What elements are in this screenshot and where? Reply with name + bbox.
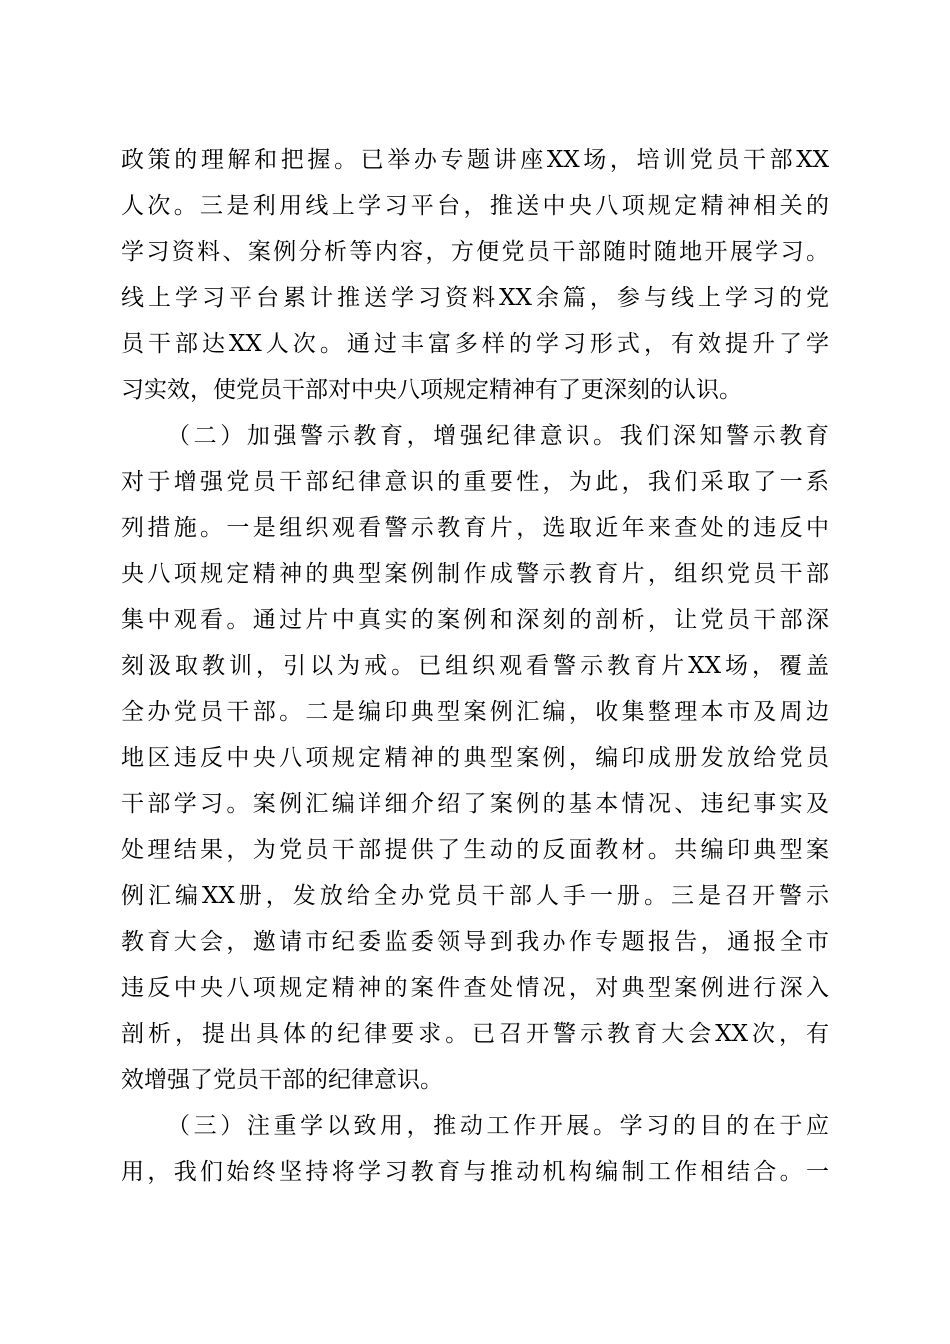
text-line: 习实效，使党员干部对中央八项规定精神有了更深刻的认识。 bbox=[121, 377, 742, 403]
text-line: 处理结果，为党员干部提供了生动的反面教材。共编印典型案 bbox=[121, 837, 829, 863]
text-line: 人次。三是利用线上学习平台，推送中央八项规定精神相关的 bbox=[121, 193, 829, 219]
text-line: 员干部达XX人次。通过丰富多样的学习形式，有效提升了学 bbox=[121, 331, 829, 357]
text-line: 效增强了党员干部的纪律意识。 bbox=[121, 1067, 443, 1093]
section-heading-line: （二）加强警示教育，增强纪律意识。我们深知警示教育 bbox=[167, 423, 829, 449]
text-line: 学习资料、案例分析等内容，方便党员干部随时随地开展学习。 bbox=[121, 239, 829, 265]
text-line: 集中观看。通过片中真实的案例和深刻的剖析，让党员干部深 bbox=[121, 607, 829, 633]
text-line: 线上学习平台累计推送学习资料XX余篇，参与线上学习的党 bbox=[121, 285, 829, 311]
section-heading-line: （三）注重学以致用，推动工作开展。学习的目的在于应 bbox=[167, 1113, 829, 1139]
text-line: 地区违反中央八项规定精神的典型案例，编印成册发放给党员 bbox=[121, 745, 829, 771]
text-line: 全办党员干部。二是编印典型案例汇编，收集整理本市及周边 bbox=[121, 699, 829, 725]
text-line: 列措施。一是组织观看警示教育片，选取近年来查处的违反中 bbox=[121, 515, 829, 541]
text-line: 对于增强党员干部纪律意识的重要性，为此，我们采取了一系 bbox=[121, 469, 829, 495]
text-line: 用，我们始终坚持将学习教育与推动机构编制工作相结合。一 bbox=[121, 1159, 829, 1185]
text-line: 干部学习。案例汇编详细介绍了案例的基本情况、违纪事实及 bbox=[121, 791, 829, 817]
text-line: 央八项规定精神的典型案例制作成警示教育片，组织党员干部 bbox=[121, 561, 829, 587]
text-line: 教育大会，邀请市纪委监委领导到我办作专题报告，通报全市 bbox=[121, 929, 829, 955]
text-line: 例汇编XX册，发放给全办党员干部人手一册。三是召开警示 bbox=[121, 883, 829, 909]
text-line: 政策的理解和把握。已举办专题讲座XX场，培训党员干部XX bbox=[121, 147, 829, 173]
text-line: 剖析，提出具体的纪律要求。已召开警示教育大会XX次，有 bbox=[121, 1021, 829, 1047]
text-line: 违反中央八项规定精神的案件查处情况，对典型案例进行深入 bbox=[121, 975, 829, 1001]
text-line: 刻汲取教训，引以为戒。已组织观看警示教育片XX场，覆盖 bbox=[121, 653, 829, 679]
